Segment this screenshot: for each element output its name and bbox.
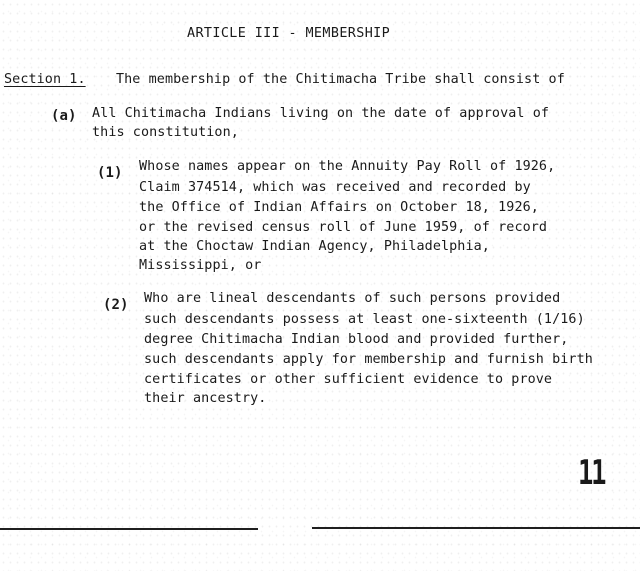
item-a-marker: (a) [51, 108, 77, 124]
item-2-marker: (2) [103, 297, 129, 313]
article-title: ARTICLE III - MEMBERSHIP [187, 26, 391, 41]
page-number: 11 [578, 453, 605, 493]
item-1-line-4: or the revised census roll of June 1959, of record [139, 220, 548, 235]
item-2-line-4: such descendants apply for membership and furnish birth [144, 352, 593, 367]
item-2-line-6: their ancestry. [144, 391, 267, 406]
item-2-line-1: Who are lineal descendants of such persons provided [144, 291, 561, 306]
item-2-line-3: degree Chitimacha Indian blood and provided further, [144, 332, 569, 347]
footer-rule-right [312, 527, 640, 529]
footer-rule-left [0, 528, 258, 530]
item-2-line-5: certificates or other sufficient evidence to prove [144, 372, 553, 387]
section-label: Section 1. [4, 72, 86, 87]
section-heading [4, 72, 565, 88]
item-1-line-6: Mississippi, or [139, 258, 262, 273]
item-2-line-2: such descendants possess at least one-sixteenth (1/16) [144, 312, 585, 327]
item-1-line-1: Whose names appear on the Annuity Pay Roll of 1926, [139, 159, 556, 174]
section-text: The membership of the Chitimacha Tribe shall consist of [115, 72, 565, 87]
item-1-marker: (1) [97, 165, 123, 181]
item-1-line-3: the Office of Indian Affairs on October 18, 1926, [139, 200, 539, 215]
item-a-line-1: All Chitimacha Indians living on the date of approval of [92, 106, 550, 121]
item-1-line-2: Claim 374514, which was received and recorded by [139, 180, 531, 195]
item-a-line-2: this constitution, [92, 125, 239, 140]
item-1-line-5: at the Choctaw Indian Agency, Philadelphia, [139, 239, 490, 254]
